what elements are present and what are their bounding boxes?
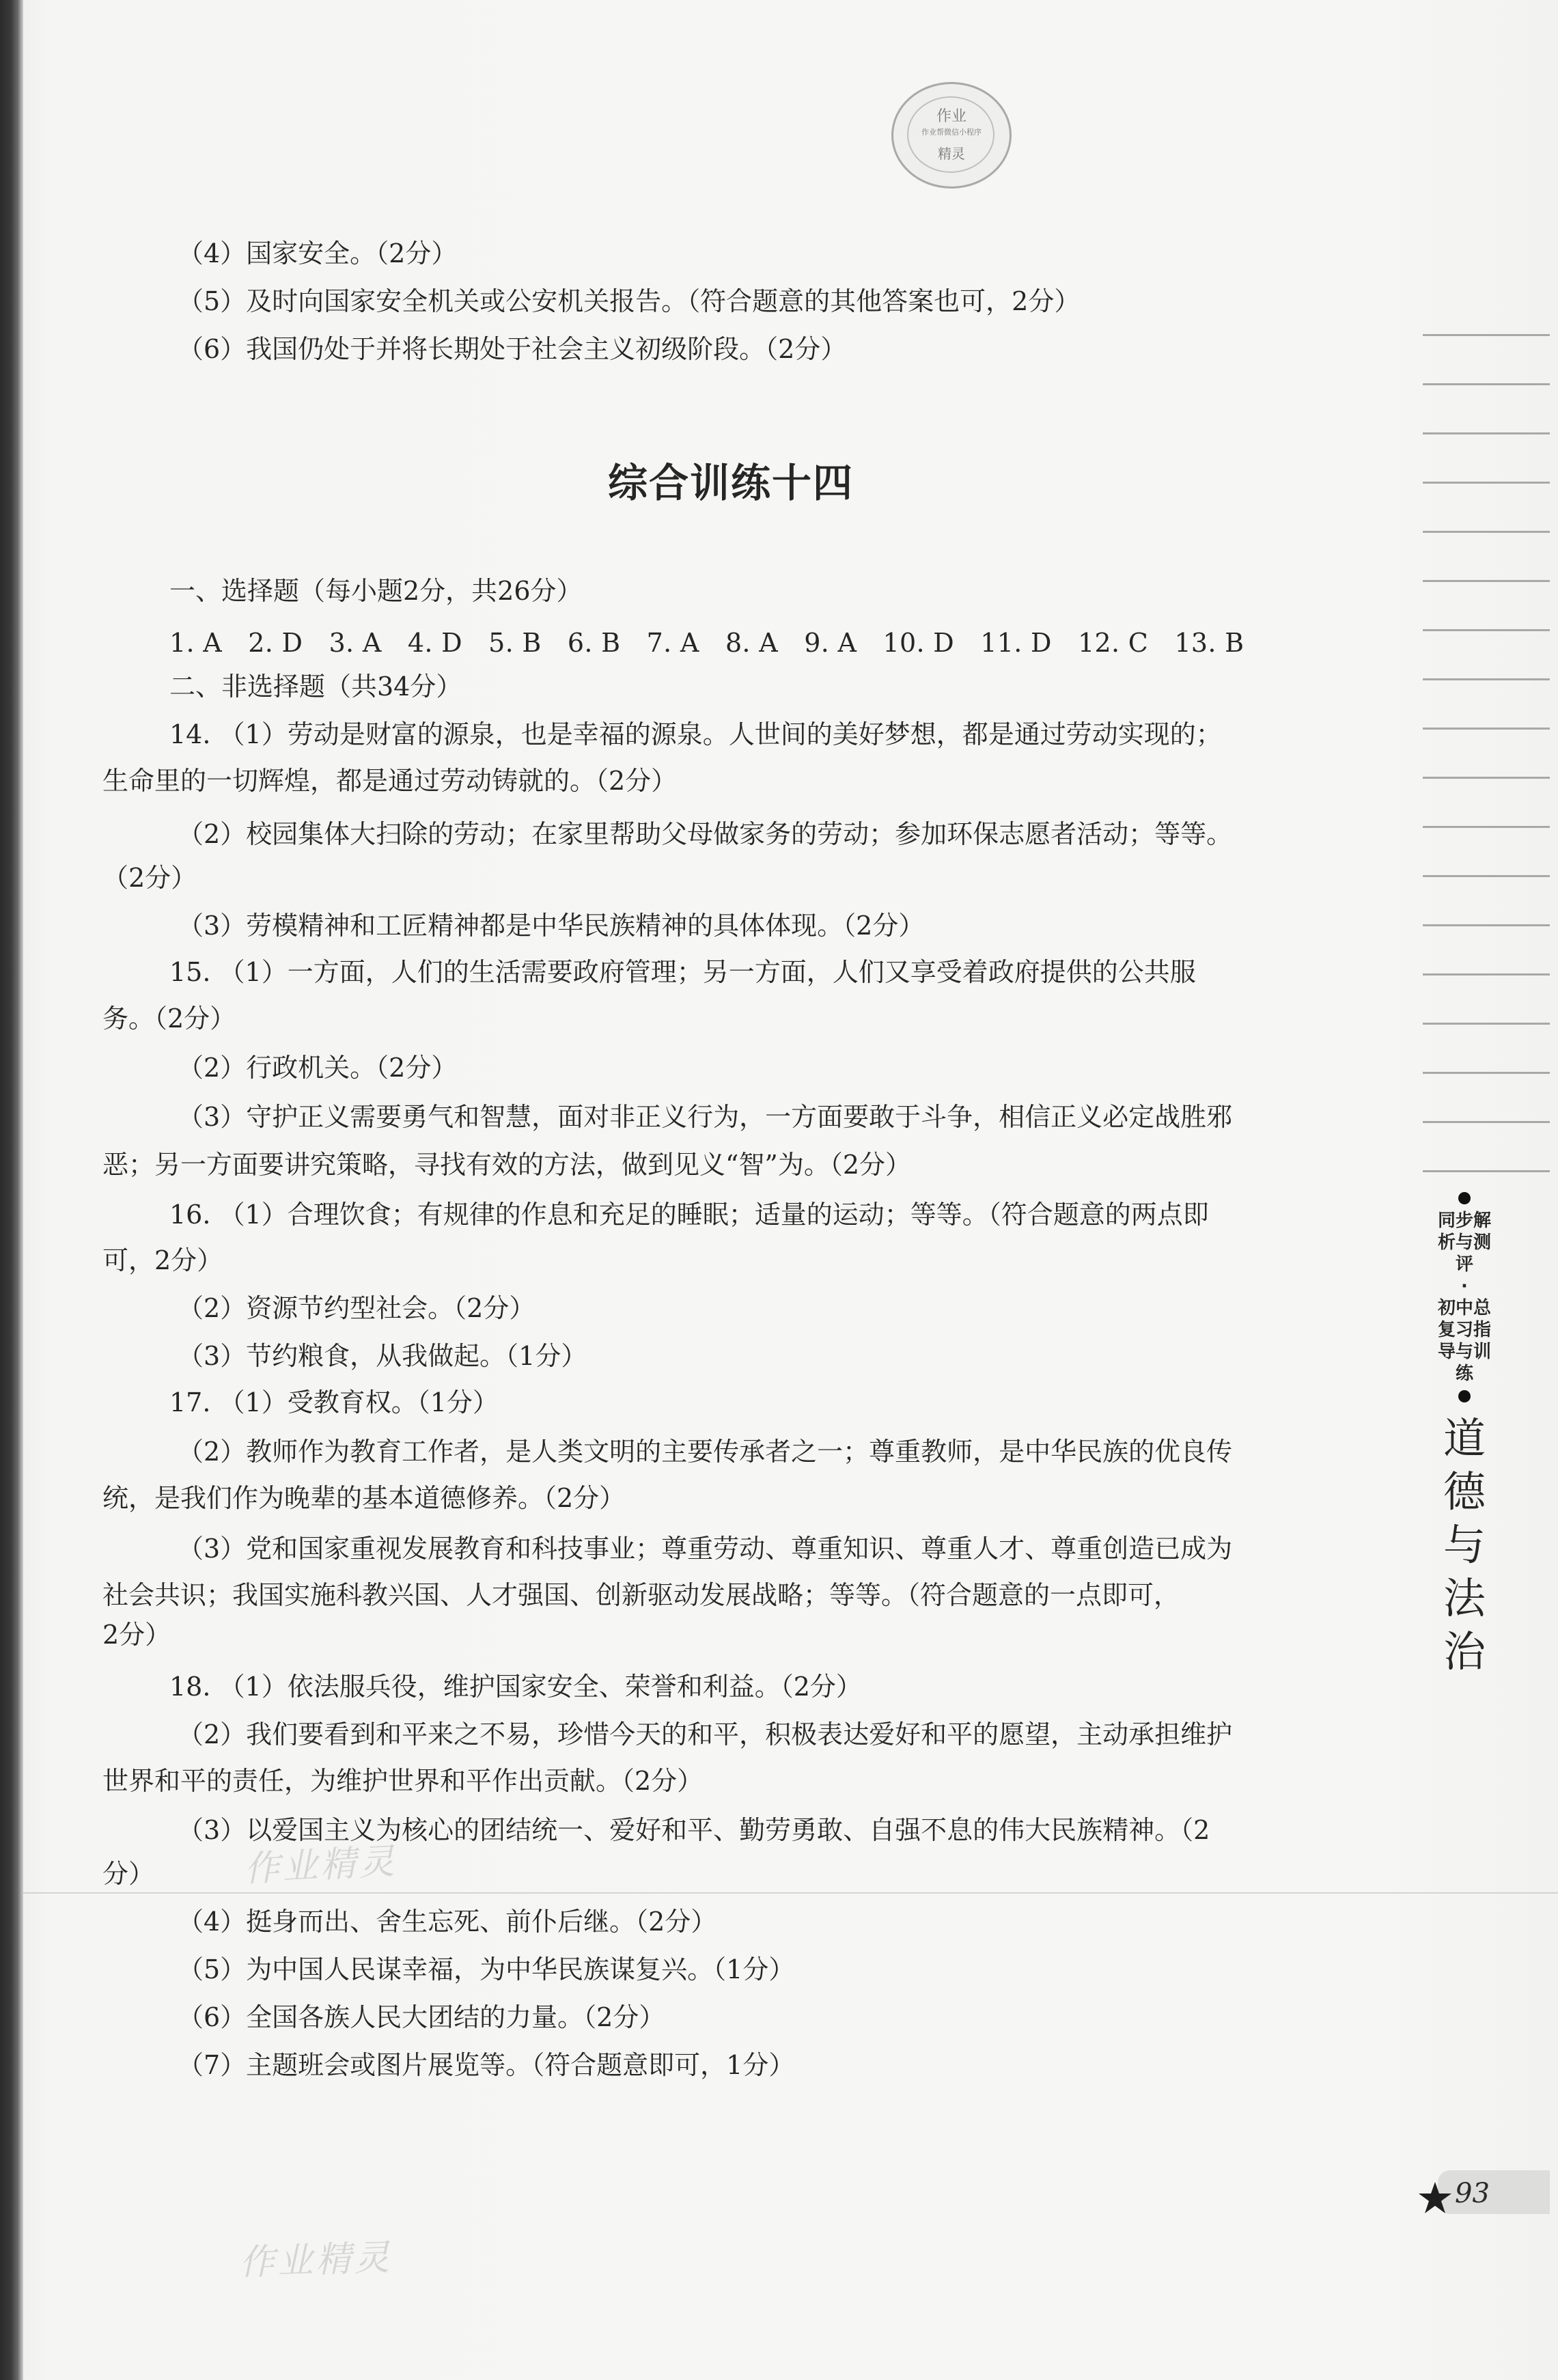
answer-line: （4）国家安全。（2分） — [178, 238, 458, 268]
answer-line: （3）守护正义需要勇气和智慧，面对非正义行为，一方面要敢于斗争，相信正义必定战胜邪 — [178, 1102, 1233, 1132]
answer-line: （3）党和国家重视发展教育和科技事业；尊重劳动、尊重知识、尊重人才、尊重创造已成为 — [178, 1534, 1233, 1564]
answer-line: 世界和平的责任，为维护世界和平作出贡献。（2分） — [102, 1766, 704, 1796]
tab-separator: · — [1461, 1276, 1468, 1297]
answer-line: （6）我国仍处于并将长期处于社会主义初级阶段。（2分） — [178, 334, 847, 364]
answer-line: （6）全国各族人民大团结的力量。（2分） — [178, 2002, 665, 2032]
answer-line: （5）为中国人民谋幸福，为中华民族谋复兴。（1分） — [178, 1954, 795, 1984]
page-number: 93 — [1455, 2178, 1490, 2209]
margin-note-lines — [1423, 287, 1550, 1175]
question-type-heading: 一、选择题（每小题2分，共26分） — [169, 576, 583, 606]
answer-line: （2）教师作为教育工作者，是人类文明的主要传承者之一；尊重教师，是中华民族的优良传 — [178, 1437, 1233, 1467]
bullet-dot-icon — [1458, 1192, 1471, 1204]
series-subtitle: 初中总复习指导与训练 — [1437, 1298, 1491, 1384]
stamp-text-bottom: 精灵 — [938, 146, 965, 162]
answer-line: （3）以爱国主义为核心的团结统一、爱好和平、勤劳勇敢、自强不息的伟大民族精神。（2 — [178, 1815, 1210, 1845]
answer-line: 17. （1）受教育权。（1分） — [169, 1387, 499, 1417]
answer-line: （2）资源节约型社会。（2分） — [178, 1293, 535, 1323]
answer-line: 15. （1）一方面，人们的生活需要政府管理；另一方面，人们又享受着政府提供的公共服 — [169, 957, 1196, 987]
book-spine-shadow — [0, 0, 23, 2380]
choice-answers: 1. A 2. D 3. A 4. D 5. B 6. B 7. A 8. A 9. A 10. D 11. D 12. C 13. B — [169, 628, 1244, 658]
answer-line: 社会共识；我国实施科教兴国、人才强国、创新驱动发展战略；等等。（符合题意的一点即可， — [102, 1580, 1180, 1610]
answer-line: （2）行政机关。（2分） — [178, 1053, 458, 1083]
answer-line: （4）挺身而出、舍生忘死、前仆后继。（2分） — [178, 1907, 717, 1937]
watermark-text: 作业精灵 — [242, 1841, 398, 1890]
answer-line: （3）劳模精神和工匠精神都是中华民族精神的具体体现。（2分） — [178, 911, 925, 941]
question-type-heading: 二、非选择题（共34分） — [169, 672, 462, 702]
answer-line: 恶；另一方面要讲究策略，寻找有效的方法，做到见义“智”为。（2分） — [102, 1150, 912, 1180]
answer-line: （5）及时向国家安全机关或公安机关报告。（符合题意的其他答案也可，2分） — [178, 286, 1081, 316]
answer-line: 2分） — [102, 1620, 171, 1650]
section-title: 综合训练十四 — [608, 460, 854, 506]
answer-line: 16. （1）合理饮食；有规律的作息和充足的睡眠；适量的运动；等等。（符合题意的两点即 — [169, 1200, 1209, 1230]
homework-stamp — [891, 82, 1012, 189]
answer-line: （7）主题班会或图片展览等。（符合题意即可，1分） — [178, 2050, 795, 2080]
answer-line: （2）我们要看到和平来之不易，珍惜今天的和平，积极表达爱好和平的愿望，主动承担维护 — [178, 1719, 1233, 1749]
answer-line: 14. （1）劳动是财富的源泉，也是幸福的源泉。人世间的美好梦想，都是通过劳动实现的； — [169, 719, 1222, 749]
answer-line: 分） — [102, 1859, 155, 1889]
book-side-tab — [1433, 1192, 1496, 1678]
answer-line: （3）节约粮食，从我做起。（1分） — [178, 1341, 587, 1371]
answer-line: 统，是我们作为晚辈的基本道德修养。（2分） — [102, 1483, 626, 1513]
answer-line: （2）校园集体大扫除的劳动；在家里帮助父母做家务的劳动；参加环保志愿者活动；等等。 — [178, 819, 1233, 849]
bullet-dot-icon — [1458, 1390, 1471, 1402]
stamp-text-middle: 作业帮微信小程序 — [921, 128, 982, 137]
watermark-text: 作业精灵 — [238, 2237, 393, 2284]
series-name: 同步解析与测评 — [1437, 1210, 1491, 1275]
answer-line: 务。（2分） — [102, 1004, 236, 1034]
answer-line: 18. （1）依法服兵役，维护国家安全、荣誉和利益。（2分） — [169, 1672, 862, 1702]
star-icon — [1417, 2181, 1453, 2216]
stamp-text-top: 作业 — [936, 108, 966, 125]
answer-line: （2分） — [102, 863, 197, 893]
answer-line: 生命里的一切辉煌，都是通过劳动铸就的。（2分） — [102, 766, 678, 796]
answer-line: 可，2分） — [102, 1245, 223, 1275]
faint-horizontal-rule — [22, 1892, 1558, 1894]
subject-name: 道德与法治 — [1443, 1413, 1486, 1676]
